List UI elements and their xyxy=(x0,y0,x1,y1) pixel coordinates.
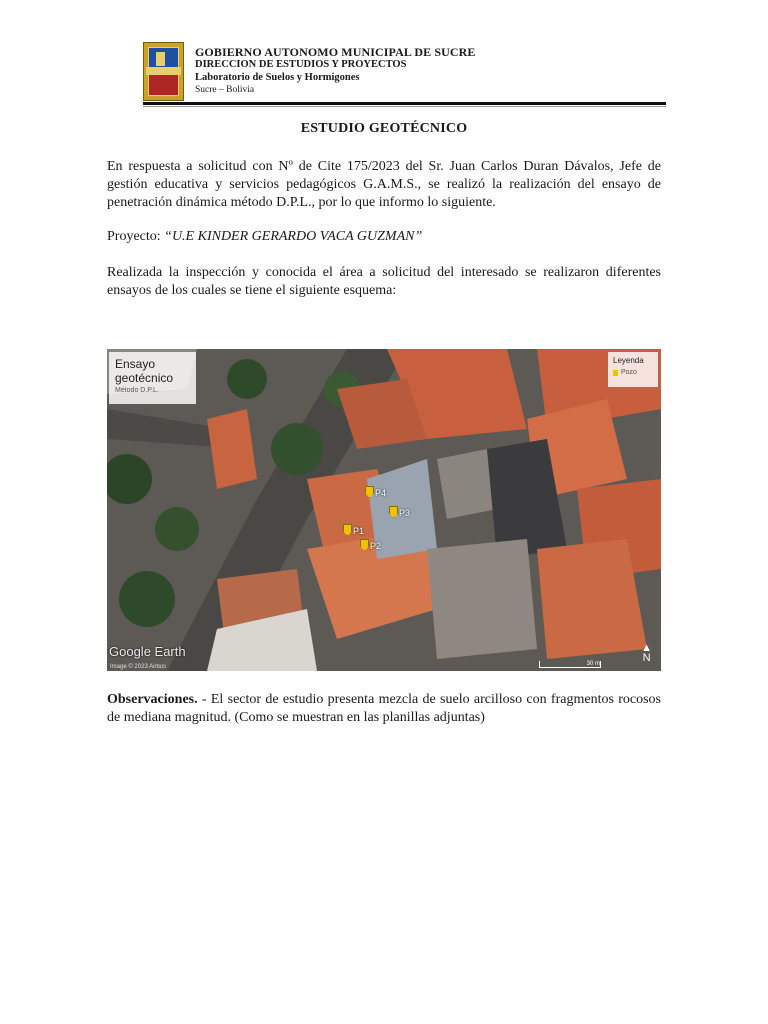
map-pin-p2 xyxy=(360,539,381,551)
laboratory-name: Laboratorio de Suelos y Hormigones xyxy=(195,71,360,83)
observations-paragraph xyxy=(107,691,661,727)
observations-text: - El sector de estudio presenta mezcla de suelo arcilloso con fragmentos rocosos de mediana magnitud. (Como se muestran en las planillas adjuntas) xyxy=(107,692,661,725)
pin-icon xyxy=(613,370,618,376)
pin-icon xyxy=(343,524,352,536)
project-name: “U.E KINDER GERARDO VACA GUZMAN” xyxy=(164,229,423,244)
observations-label: Observaciones. xyxy=(107,692,198,707)
pin-icon xyxy=(360,539,369,551)
pin-label: P2 xyxy=(370,541,382,551)
north-arrow-icon: ▲ N xyxy=(641,642,652,664)
document-title: ESTUDIO GEOTÉCNICO xyxy=(300,121,468,136)
inspection-paragraph: Realizada la inspección y conocida el área a solicitud del interesado se realizaron diferentes ensayos de los cuales se tiene el siguiente esquema: xyxy=(107,265,661,298)
map-title-line2: geotécnico xyxy=(115,371,174,385)
map-legend xyxy=(608,352,658,387)
project-line xyxy=(107,228,661,246)
legend-item-label: Pozo xyxy=(621,369,637,376)
map-method: Método D.P.L. xyxy=(115,387,159,394)
map-scale-bar: 30 m xyxy=(539,661,601,668)
header-rule-thin xyxy=(143,106,666,107)
pin-icon xyxy=(365,486,374,498)
imagery-credit: Image © 2023 Airbus xyxy=(110,664,167,670)
map-title-line1: Ensayo xyxy=(115,357,156,371)
department-name: DIRECCION DE ESTUDIOS Y PROYECTOS xyxy=(195,59,407,71)
letterhead-text xyxy=(195,45,476,96)
map-pin-p1 xyxy=(343,524,364,536)
location: Sucre – Bolivia xyxy=(195,84,255,95)
project-label: Proyecto: xyxy=(107,229,161,244)
map-pin-p3 xyxy=(389,506,410,518)
legend-item xyxy=(613,369,653,376)
pin-label: P4 xyxy=(375,488,387,498)
municipal-crest-logo xyxy=(143,42,184,101)
map-title-box xyxy=(109,352,196,404)
pin-label: P3 xyxy=(399,508,411,518)
map-pin-p4 xyxy=(365,486,386,498)
institution-name: GOBIERNO AUTONOMO MUNICIPAL DE SUCRE xyxy=(195,45,476,59)
satellite-map-image xyxy=(107,349,661,671)
intro-paragraph: En respuesta a solicitud con Nº de Cite 175/2023 del Sr. Juan Carlos Duran Dávalos, Jefe de gestión educativa y servicios pedagógicos G.A.M.S., se realizó la realización del ensayo de penetración dinámica método D.P.L., por lo que informo lo siguiente. xyxy=(107,159,661,210)
letterhead xyxy=(143,42,666,106)
north-label: N xyxy=(642,652,651,664)
pin-icon xyxy=(389,506,398,518)
header-rule xyxy=(143,102,666,105)
google-earth-logo: Google Earth xyxy=(109,644,186,659)
legend-title: Leyenda xyxy=(613,356,644,365)
pin-label: P1 xyxy=(353,526,365,536)
